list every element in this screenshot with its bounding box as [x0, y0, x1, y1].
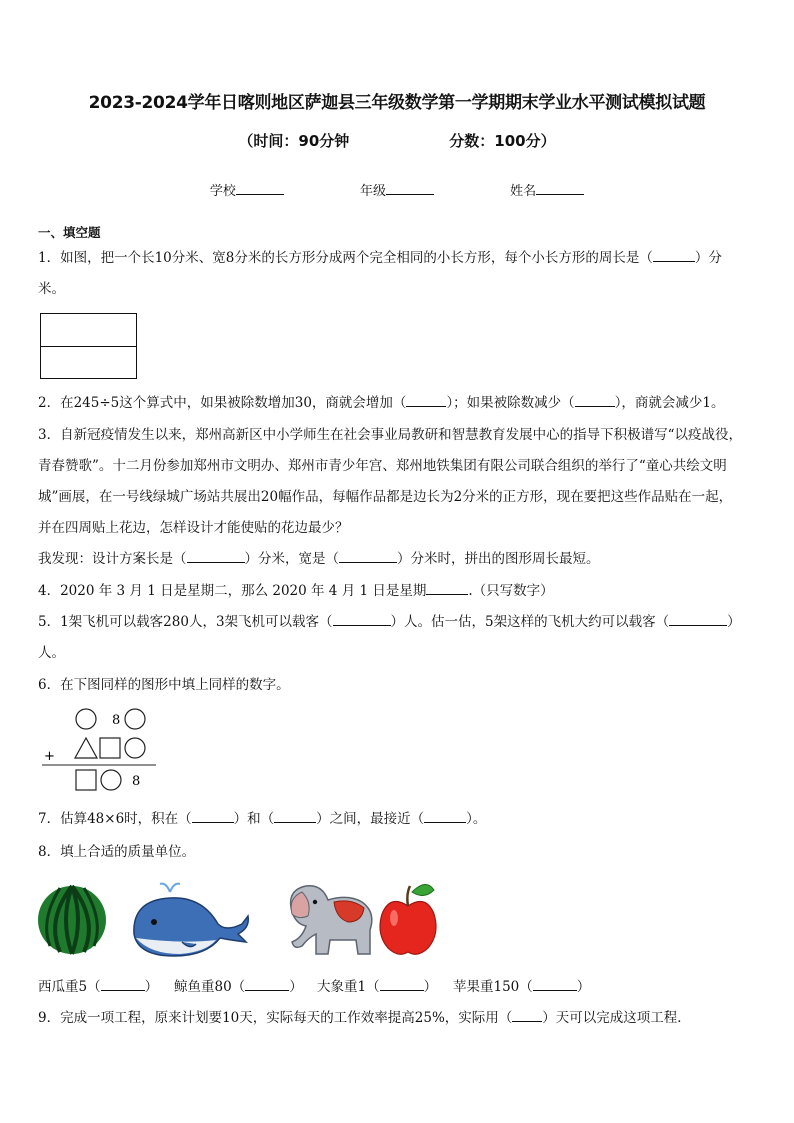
square-shape	[100, 738, 120, 758]
q8-blank-4[interactable]	[533, 976, 577, 991]
school-field[interactable]: 学校	[210, 180, 284, 199]
circle-shape	[125, 709, 145, 729]
question-2: 2．在245÷5这个算式中，如果被除数增加30，商就会增加（ ）；如果被除数减少（ ），商就会减少1。	[38, 388, 758, 419]
triangle-shape	[75, 738, 97, 758]
q8-images	[30, 872, 450, 972]
question-6: 6．在下图同样的图形中填上同样的数字。	[38, 677, 290, 693]
time-info: （时间：90分钟	[238, 132, 350, 150]
name-blank[interactable]	[536, 182, 584, 195]
circle-shape	[76, 709, 96, 729]
question-1: 1．如图，把一个长10分米、宽8分米的长方形分成两个完全相同的小长方形，每个小长方形的周长是（ ）分 米。	[38, 243, 758, 305]
question-7: 7．估算48×6时，积在（ ）和（ ）之间，最接近（ ）。	[38, 804, 758, 835]
elephant-icon	[291, 886, 372, 954]
whale-label: 鲸鱼重80（ ）	[174, 975, 303, 995]
whale-icon	[134, 884, 248, 956]
question-3: 3．自新冠疫情发生以来，郑州高新区中小学师生在社会事业局教研和智慧教育发展中心的指导下积极谱写“以疫战役， 青春赞歌”。十二月份参加郑州市文明办、郑州市青少年宫、郑州地铁集团有限公司联合组织的举行了“童心共绘文明 城”画展，在一号线绿城广场站共展出20幅作品，每幅作品都是边长为2分米的正方形，现在要把这些作品贴在一起， 并在四周贴上花边，怎样设计才能使贴的花边最少？ 我发现：设计方案长是（ ）分米，宽是（ ）分米时，拼出的图形周长最短。	[38, 427, 742, 567]
q3-blank-width[interactable]	[339, 548, 397, 563]
watermelon-icon	[38, 886, 106, 954]
question-8: 8．填上合适的质量单位。	[38, 844, 196, 860]
student-info-row	[0, 180, 794, 199]
q5-blank-1[interactable]	[333, 611, 391, 626]
q3-blank-length[interactable]	[187, 548, 245, 563]
divider-line	[41, 346, 136, 347]
grade-blank[interactable]	[386, 182, 434, 195]
watermelon-label: 西瓜重5（ ）	[38, 975, 158, 995]
apple-label: 苹果重150（ ）	[453, 975, 590, 995]
page-title: 2023-2024学年日喀则地区萨迦县三年级数学第一学期期末学业水平测试模拟试题	[88, 93, 706, 113]
score-info: 分数：100分）	[449, 132, 556, 150]
q2-blank-1[interactable]	[406, 392, 446, 407]
question-9: 9．完成一项工程，原来计划要10天，实际每天的工作效率提高25%，实际用（ ）天可以完成这项工程．	[38, 1003, 758, 1034]
q8-blank-2[interactable]	[245, 976, 289, 991]
q2-blank-2[interactable]	[575, 392, 615, 407]
q4-blank[interactable]	[426, 580, 468, 595]
square-shape	[76, 770, 96, 790]
name-field[interactable]: 姓名	[510, 180, 584, 199]
circle-shape	[125, 738, 145, 758]
question-4: 4．2020 年 3 月 1 日是星期二，那么 2020 年 4 月 1 日是星期 .（只写数字）	[38, 576, 758, 607]
rectangle-figure	[40, 313, 137, 379]
q1-blank[interactable]	[653, 247, 695, 262]
q9-blank[interactable]	[512, 1007, 542, 1022]
q7-blank-1[interactable]	[192, 808, 234, 823]
apple-icon	[380, 884, 436, 954]
plus-sign: +	[44, 749, 55, 764]
q7-blank-3[interactable]	[424, 808, 466, 823]
q8-blank-3[interactable]	[380, 976, 424, 991]
elephant-label: 大象重1（ ）	[317, 975, 437, 995]
exam-meta	[0, 130, 794, 151]
section-title: 一、填空题	[38, 225, 101, 240]
question-5: 5．1架飞机可以载客280人，3架飞机可以载客（ ）人。估一估，5架这样的飞机大约可以载客（ ） 人。	[38, 607, 758, 669]
grade-field[interactable]: 年级	[360, 180, 434, 199]
q8-blank-1[interactable]	[101, 976, 145, 991]
q5-blank-2[interactable]	[669, 611, 727, 626]
school-blank[interactable]	[236, 182, 284, 195]
digit-8-top: 8	[112, 713, 121, 728]
addition-puzzle	[38, 702, 168, 802]
q7-blank-2[interactable]	[274, 808, 316, 823]
digit-8-bottom: 8	[132, 774, 141, 789]
circle-shape	[101, 770, 121, 790]
